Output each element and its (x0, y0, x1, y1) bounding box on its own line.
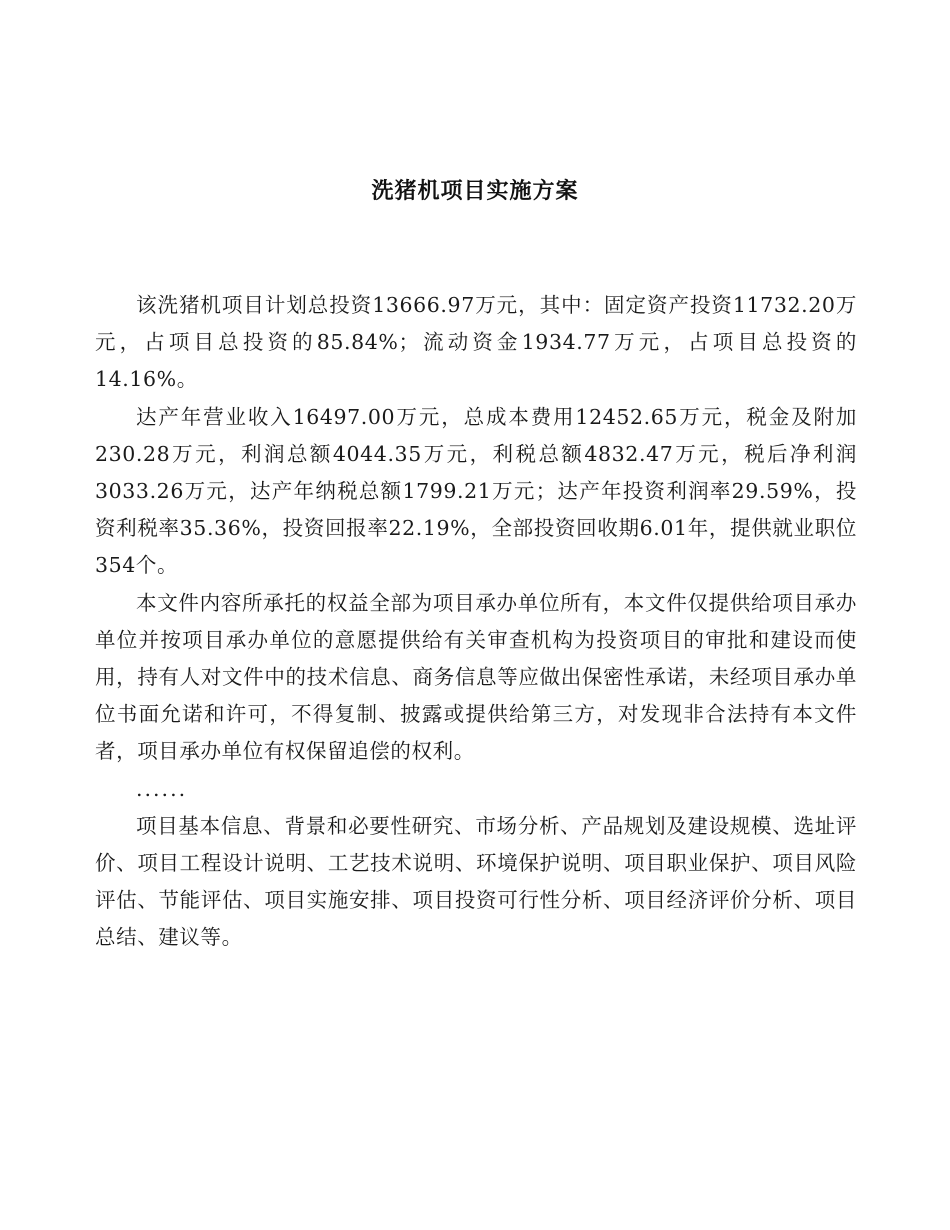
paragraph-rights-notice: 本文件内容所承托的权益全部为项目承办单位所有，本文件仅提供给项目承办单位并按项目承办单位的意愿提供给有关审查机构为投资项目的审批和建设而使用，持有人对文件中的技术信息、商务信息等应做出保密性承诺，未经项目承办单位书面允诺和许可，不得复制、披露或提供给第三方，对发现非合法持有本文件者，项目承办单位有权保留追偿的权利。 (95, 590, 857, 764)
ellipsis-separator: ...... (136, 776, 188, 801)
document-body (95, 287, 857, 957)
document-title: 洗猪机项目实施方案 (371, 179, 579, 204)
paragraph-financials: 达产年营业收入16497.00万元，总成本费用12452.65万元，税金及附加230.28万元，利润总额4044.35万元，利税总额4832.47万元，税后净利润3033.26万元，达产年纳税总额1799.21万元；达产年投资利润率29.59%，投资利税率35.36%，投资回报率22.19%，全部投资回收期6.01年，提供就业职位354个。 (95, 404, 857, 578)
paragraph-investment: 该洗猪机项目计划总投资13666.97万元，其中：固定资产投资11732.20万元，占项目总投资的85.84%；流动资金1934.77万元，占项目总投资的14.16%。 (95, 293, 857, 392)
paragraph-contents-summary: 项目基本信息、背景和必要性研究、市场分析、产品规划及建设规模、选址评价、项目工程设计说明、工艺技术说明、环境保护说明、项目职业保护、项目风险评估、节能评估、项目实施安排、项目投资可行性分析、项目经济评价分析、项目总结、建议等。 (95, 813, 857, 950)
